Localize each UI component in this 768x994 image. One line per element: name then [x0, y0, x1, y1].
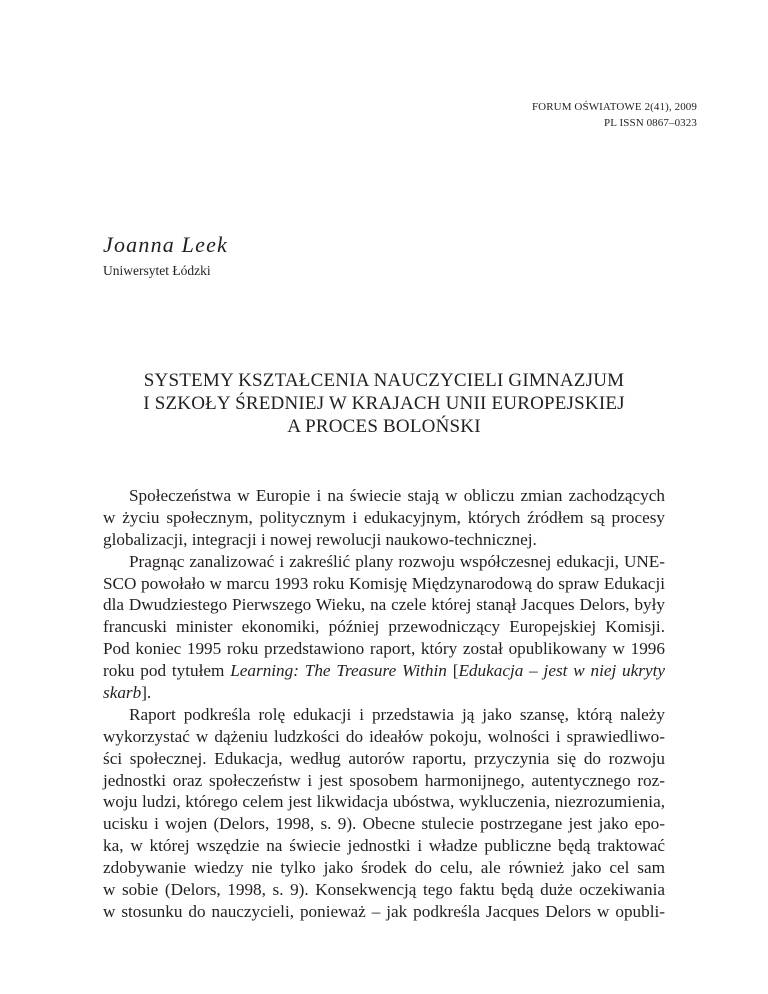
- body-line: Raport podkreśla rolę edukacji i przedstawia ją jako szansę, którą należy: [129, 704, 665, 724]
- body-line: w stosunku do nauczycieli, ponieważ – jak podkreśla Jacques Delors w opubli-: [103, 901, 665, 921]
- title-line: SYSTEMY KSZTAŁCENIA NAUCZYCIELI GIMNAZJUM: [143, 370, 625, 391]
- body-line: w sobie (Delors, 1998, s. 9). Konsekwencją tego faktu będą duże oczekiwania: [103, 880, 665, 900]
- journal-header: [532, 99, 697, 131]
- issn-line: PL ISSN 0867–0323: [604, 117, 697, 129]
- cited-title-english: Learning: The Treasure Within: [230, 661, 447, 681]
- body-line: w życiu społecznym, politycznym i edukacyjnym, których źródłem są procesy: [103, 507, 665, 527]
- body-line: woju ludzi, którego celem jest likwidacja ubóstwa, wykluczenia, niezrozumienia,: [103, 792, 665, 812]
- body-line: ści społecznej. Edukacja, według autorów raportu, przyczynia się do rozwoju: [103, 748, 665, 768]
- body-line: globalizacji, integracji i nowej rewolucji naukowo-technicznej.: [103, 529, 537, 549]
- body-text-segment: roku pod tytułem: [103, 661, 225, 681]
- author-name: Joanna Leek: [103, 232, 228, 257]
- body-line: francuski minister ekonomiki, później przewodniczący Europejskiej Komisji.: [103, 617, 665, 637]
- cited-title-polish: Edukacja – jest w niej ukryty: [458, 661, 665, 681]
- body-line: zdobywanie wiedzy nie tylko jako środek do celu, ale również jako cel sam: [103, 858, 665, 878]
- body-line: SCO powołało w marcu 1993 roku Komisję Międzynarodową do spraw Edukacji: [103, 573, 665, 593]
- body-line: Pod koniec 1995 roku przedstawiono raport, który został opublikowany w 1996: [103, 639, 665, 659]
- body-line: jednostki oraz społeczeństw i jest sposobem harmonijnego, autentycznego roz-: [103, 770, 665, 790]
- body-line: Pragnąc zanalizować i zakreślić plany rozwoju współczesnej edukacji, UNE-: [129, 551, 665, 571]
- title-line: A PROCES BOLOŃSKI: [287, 416, 481, 437]
- body-line: dla Dwudziestego Pierwszego Wieku, na czele której stanął Jacques Delors, były: [103, 595, 665, 615]
- bracket-close: ].: [141, 683, 152, 703]
- cited-title-polish-end: skarb: [103, 683, 142, 703]
- title-line: I SZKOŁY ŚREDNIEJ W KRAJACH UNII EUROPEJSKIEJ: [143, 393, 625, 414]
- body-line: [103, 660, 665, 682]
- article-title: [103, 369, 665, 438]
- body-line: [103, 682, 665, 704]
- body-line: Społeczeństwa w Europie i na świecie stają w obliczu zmian zachodzących: [129, 486, 665, 505]
- author-affiliation: Uniwersytet Łódzki: [103, 263, 211, 278]
- body-line: ucisku i wojen (Delors, 1998, s. 9). Obecne stulecie postrzegane jest jako epo-: [103, 814, 665, 834]
- body-line: ka, w której wszędzie na świecie jednostki i władze publiczne będą traktować: [103, 836, 665, 856]
- article-body: [103, 485, 665, 923]
- bracket-open: [: [452, 661, 459, 681]
- journal-issue-line: FORUM OŚWIATOWE 2(41), 2009: [531, 101, 697, 113]
- body-line: wykorzystać w dążeniu ludzkości do ideałów pokoju, wolności i sprawiedliwo-: [103, 726, 665, 746]
